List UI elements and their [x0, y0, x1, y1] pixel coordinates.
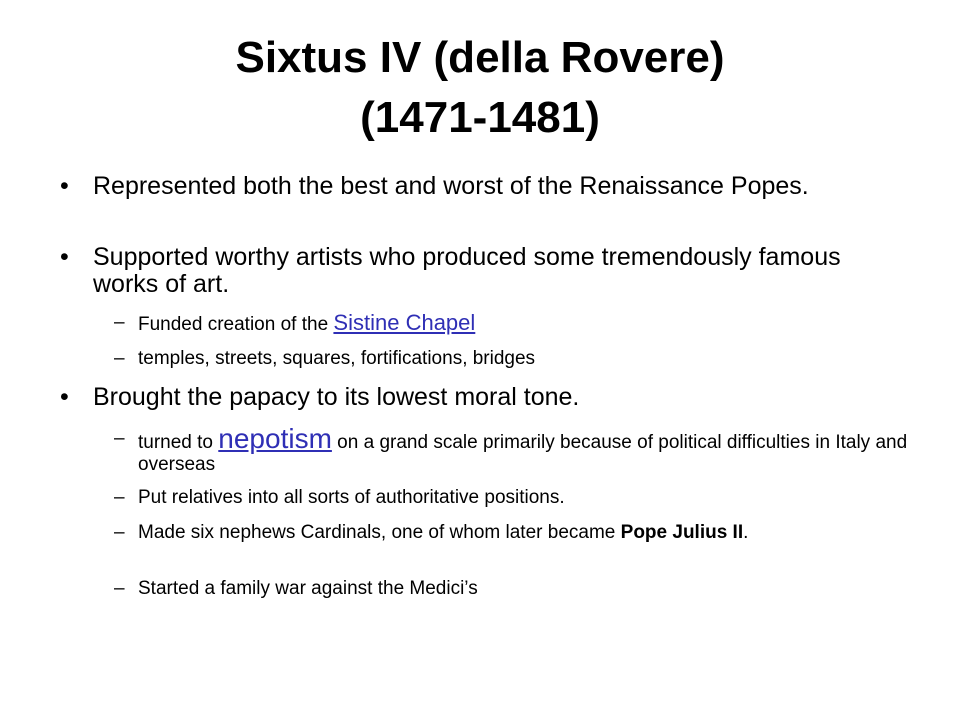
pope-julius-bold: Pope Julius II [620, 522, 744, 543]
sub-bullet-text: Started a family war against the Medici’s [138, 578, 478, 599]
bullet-text: Brought the papacy to its lowest moral tone. [93, 383, 580, 411]
dash-marker: – [114, 312, 125, 333]
sub-bullet-text: Put relatives into all sorts of authoritative positions. [138, 487, 565, 508]
sub-bullet-item [114, 522, 914, 544]
sub-bullet-item [114, 423, 914, 476]
sub-bullet-prefix: Funded creation of the [138, 314, 334, 335]
bullet-item [60, 244, 910, 298]
dash-marker: – [114, 578, 125, 599]
bullet-marker: • [60, 172, 69, 200]
bullet-item [60, 384, 910, 411]
sub-bullet-suffix: on a grand scale primarily because of political difficulties in Italy and overseas [138, 432, 908, 475]
sub-bullet-prefix: turned to [138, 432, 219, 453]
sub-bullet-suffix: . [743, 522, 749, 543]
sub-bullet-text [138, 522, 914, 544]
sub-bullet-text: temples, streets, squares, fortifications, bridges [138, 348, 536, 369]
dash-marker: – [114, 348, 125, 369]
dash-marker: – [114, 428, 125, 449]
sub-bullet-text [138, 312, 914, 336]
bullet-item [60, 173, 910, 200]
bullet-marker: • [60, 383, 69, 411]
title-line-2: (1471-1481) [360, 93, 600, 142]
bullet-text: Represented both the best and worst of the Renaissance Popes. [93, 172, 809, 200]
sub-bullet-item [114, 487, 914, 509]
sub-bullet-item [114, 348, 914, 370]
dash-marker: – [114, 522, 125, 543]
slide-title [120, 28, 840, 148]
sub-bullet-prefix: Made six nephews Cardinals, one of whom later became [138, 522, 621, 543]
sub-bullet-item [114, 578, 914, 600]
bullet-text: Supported worthy artists who produced some tremendously famous works of art. [93, 243, 841, 298]
nepotism-link[interactable]: nepotism [218, 423, 332, 454]
bullet-marker: • [60, 243, 69, 271]
sub-bullet-text [138, 423, 914, 476]
title-line-1: Sixtus IV (della Rovere) [235, 33, 725, 82]
sub-bullet-item [114, 312, 914, 336]
dash-marker: – [114, 487, 125, 508]
sistine-chapel-link[interactable]: Sistine Chapel [333, 310, 476, 335]
